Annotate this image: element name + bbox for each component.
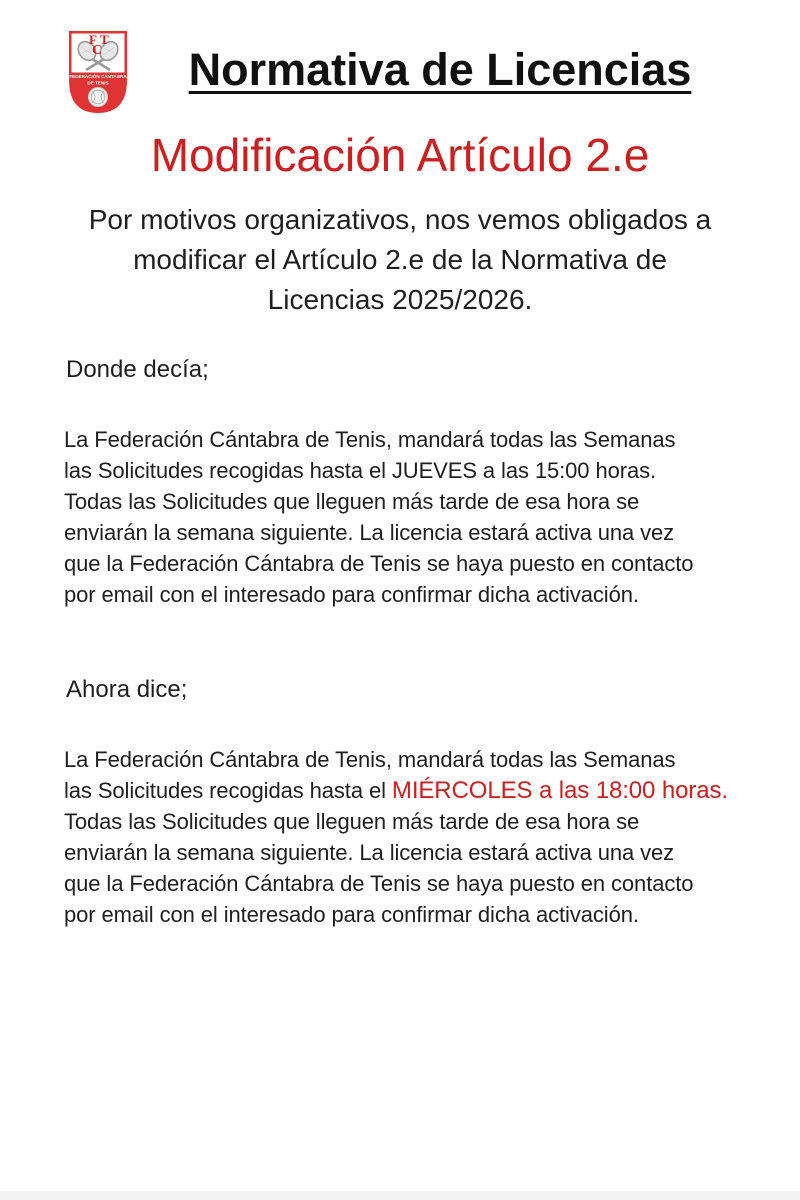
intro-line: modificar el Artículo 2.e de la Normativa de bbox=[133, 244, 667, 275]
monogram-f: F bbox=[89, 32, 97, 47]
paragraph-line: las Solicitudes recogidas hasta el JUEVES a las 15:00 horas. bbox=[64, 458, 656, 483]
before-paragraph bbox=[64, 424, 784, 610]
paragraph-line: Todas las Solicitudes que lleguen más tarde de esa hora se bbox=[64, 489, 640, 514]
paragraph-line-black-part: las Solicitudes recogidas hasta el bbox=[64, 778, 392, 803]
after-paragraph bbox=[64, 744, 784, 930]
intro-line: Por motivos organizativos, nos vemos obligados a bbox=[88, 204, 712, 235]
paragraph-line: que la Federación Cántabra de Tenis se haya puesto en contacto bbox=[64, 871, 694, 896]
paragraph-line: enviarán la semana siguiente. La licencia estará activa una vez bbox=[64, 520, 675, 545]
federation-logo bbox=[66, 28, 130, 116]
tennis-ball-icon bbox=[89, 88, 108, 107]
monogram-c: C bbox=[92, 43, 103, 58]
intro-paragraph bbox=[0, 200, 800, 320]
paragraph-line: por email con el interesado para confirmar dicha activación. bbox=[64, 582, 639, 607]
modification-heading: Modificación Artículo 2.e bbox=[150, 129, 650, 181]
logo-band-line1: FEDERACIÓN CÁNTABRA bbox=[69, 74, 127, 79]
after-label: Ahora dice; bbox=[66, 676, 188, 703]
paragraph-line: por email con el interesado para confirmar dicha activación. bbox=[64, 902, 639, 927]
before-label: Donde decía; bbox=[66, 356, 209, 383]
page-title: Normativa de Licencias bbox=[188, 44, 692, 95]
intro-line: Licencias 2025/2026. bbox=[267, 284, 533, 315]
bottom-edge-divider bbox=[0, 1191, 800, 1200]
logo-band-line2: DE TENIS bbox=[87, 80, 109, 86]
paragraph-line: que la Federación Cántabra de Tenis se haya puesto en contacto bbox=[64, 551, 694, 576]
paragraph-line: La Federación Cántabra de Tenis, mandará todas las Semanas bbox=[64, 747, 676, 772]
highlighted-change: MIÉRCOLES a las 18:00 horas. bbox=[391, 777, 728, 804]
paragraph-line: Todas las Solicitudes que lleguen más tarde de esa hora se bbox=[64, 809, 640, 834]
paragraph-line bbox=[64, 775, 784, 806]
paragraph-line: La Federación Cántabra de Tenis, mandará todas las Semanas bbox=[64, 427, 676, 452]
paragraph-line: enviarán la semana siguiente. La licencia estará activa una vez bbox=[64, 840, 675, 865]
monogram-t: T bbox=[100, 32, 109, 47]
logo-shield bbox=[66, 28, 130, 116]
